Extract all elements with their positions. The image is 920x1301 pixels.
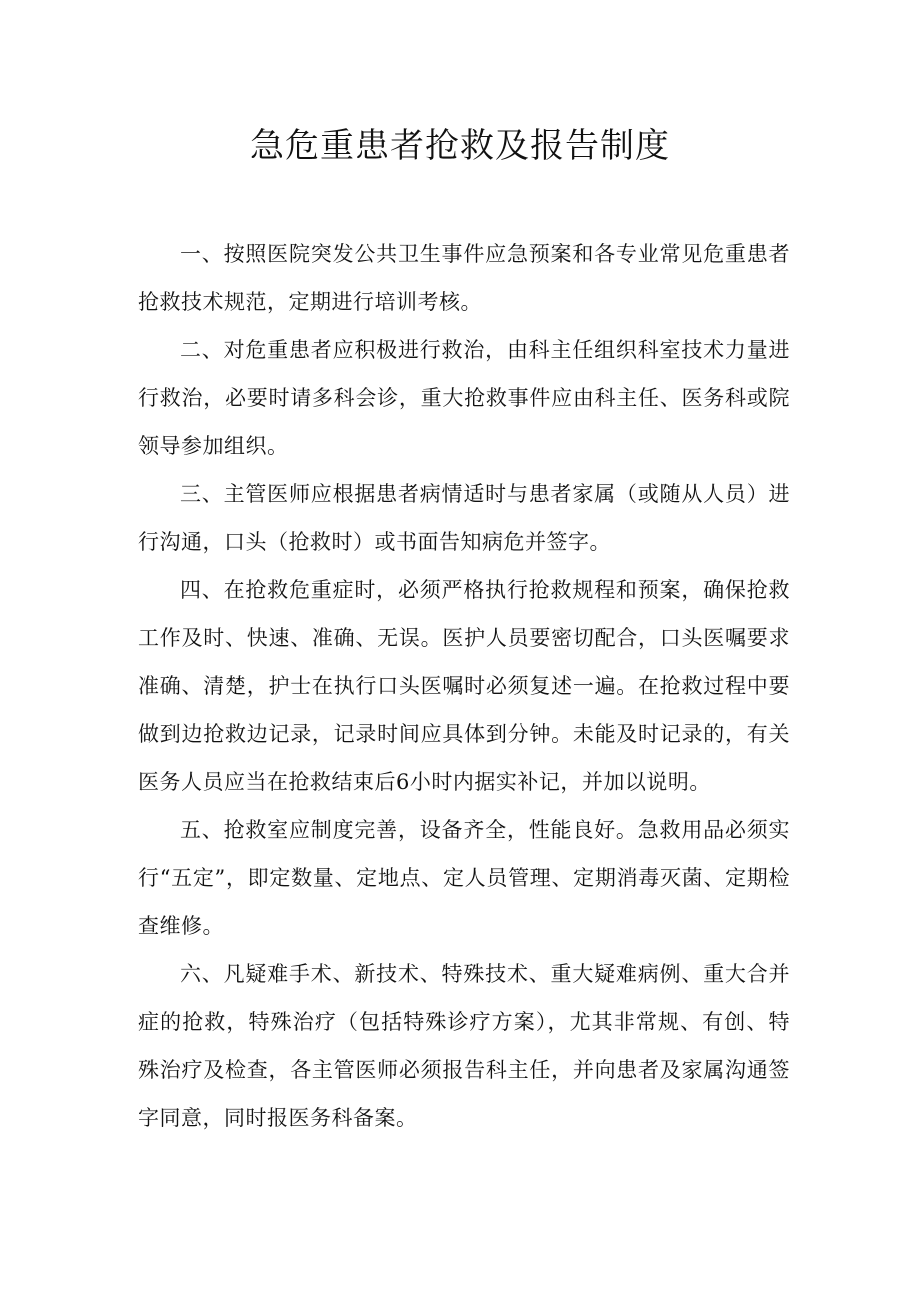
paragraph-4: 四、在抢救危重症时，必须严格执行抢救规程和预案，确保抢救工作及时、快速、准确、无误。医护人员要密切配合，口头医嘱要求准确、清楚，护士在执行口头医嘱时必须复述一遍。在抢救过程中要做到边抢救边记录，记录时间应具体到分钟。未能及时记录的，有关医务人员应当在抢救结束后6小时内据实补记，并加以说明。 bbox=[138, 578, 790, 794]
document-title: 急危重患者抢救及报告制度 bbox=[250, 126, 670, 166]
paragraph-2: 二、对危重患者应积极进行救治，由科主任组织科室技术力量进行救治，必要时请多科会诊，重大抢救事件应由科主任、医务科或院领导参加组织。 bbox=[138, 338, 790, 458]
paragraph-6: 六、凡疑难手术、新技术、特殊技术、重大疑难病例、重大合并症的抢救，特殊治疗（包括特殊诊疗方案），尤其非常规、有创、特殊治疗及检查，各主管医师必须报告科主任，并向患者及家属沟通签字同意，同时报医务科备案。 bbox=[138, 962, 790, 1130]
document-body bbox=[138, 230, 790, 1142]
paragraph-1: 一、按照医院突发公共卫生事件应急预案和各专业常见危重患者抢救技术规范，定期进行培训考核。 bbox=[138, 242, 790, 314]
paragraph-5: 五、抢救室应制度完善，设备齐全，性能良好。急救用品必须实行“五定”，即定数量、定地点、定人员管理、定期消毒灭菌、定期检查维修。 bbox=[138, 818, 790, 938]
paragraph-3: 三、主管医师应根据患者病情适时与患者家属（或随从人员）进行沟通，口头（抢救时）或书面告知病危并签字。 bbox=[138, 482, 790, 554]
